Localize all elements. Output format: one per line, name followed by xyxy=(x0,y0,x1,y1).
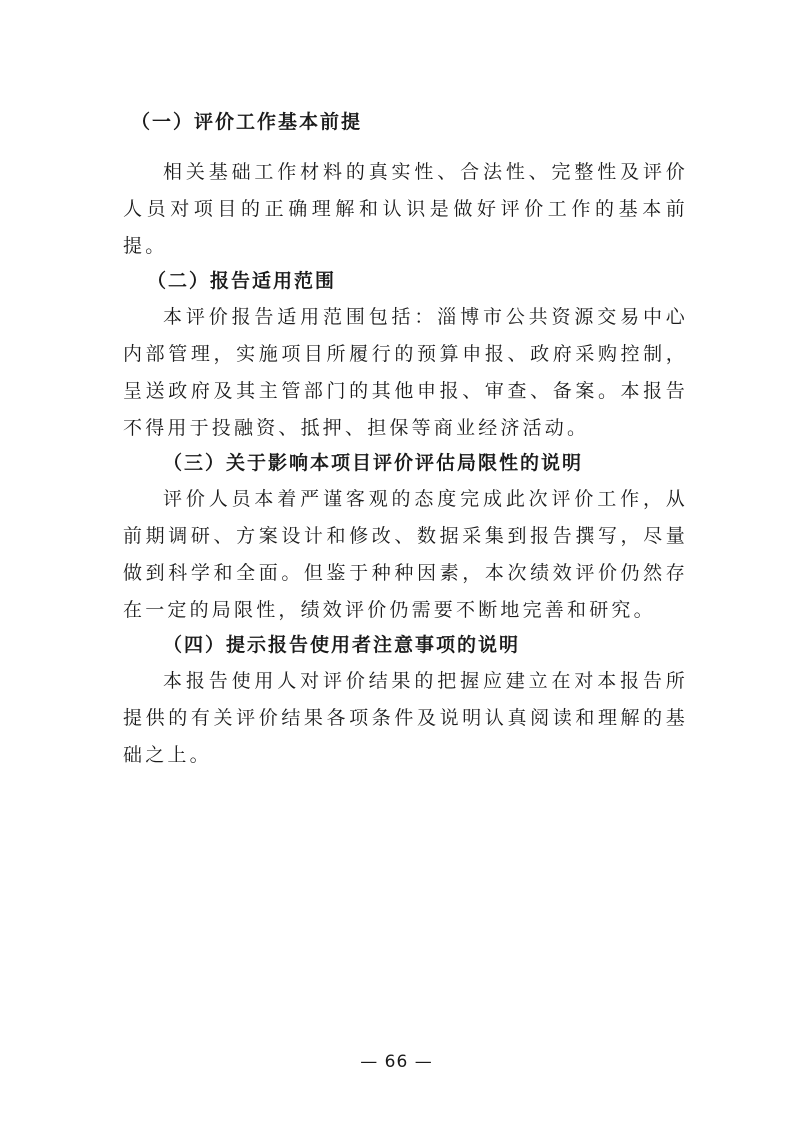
section-4-paragraph: 本报告使用人对评价结果的把握应建立在对本报告所提供的有关评价结果各项条件及说明认真阅读和理解的基础之上。 xyxy=(123,670,688,766)
document-body xyxy=(123,108,688,774)
section-1-paragraph: 相关基础工作材料的真实性、合法性、完整性及评价人员对项目的正确理解和认识是做好评价工作的基本前提。 xyxy=(123,161,688,257)
section-2-heading: （二）报告适用范围 xyxy=(147,270,337,292)
section-1-heading: （一）评价工作基本前提 xyxy=(131,111,363,133)
section-3-heading: （三）关于影响本项目评价评估局限性的说明 xyxy=(163,452,584,474)
page-number: — 66 — xyxy=(360,1052,433,1072)
section-3-paragraph: 评价人员本着严谨客观的态度完成此次评价工作，从前期调研、方案设计和修改、数据采集到报告撰写，尽量做到科学和全面。但鉴于种种因素，本次绩效评价仍然存在一定的局限性，绩效评价仍需要不断地完善和研究。 xyxy=(123,488,688,621)
section-2-paragraph: 本评价报告适用范围包括：淄博市公共资源交易中心内部管理，实施项目所履行的预算申报、政府采购控制，呈送政府及其主管部门的其他申报、审查、备案。本报告不得用于投融资、抵押、担保等商业经济活动。 xyxy=(123,306,688,439)
section-4-heading: （四）提示报告使用者注意事项的说明 xyxy=(163,634,521,656)
